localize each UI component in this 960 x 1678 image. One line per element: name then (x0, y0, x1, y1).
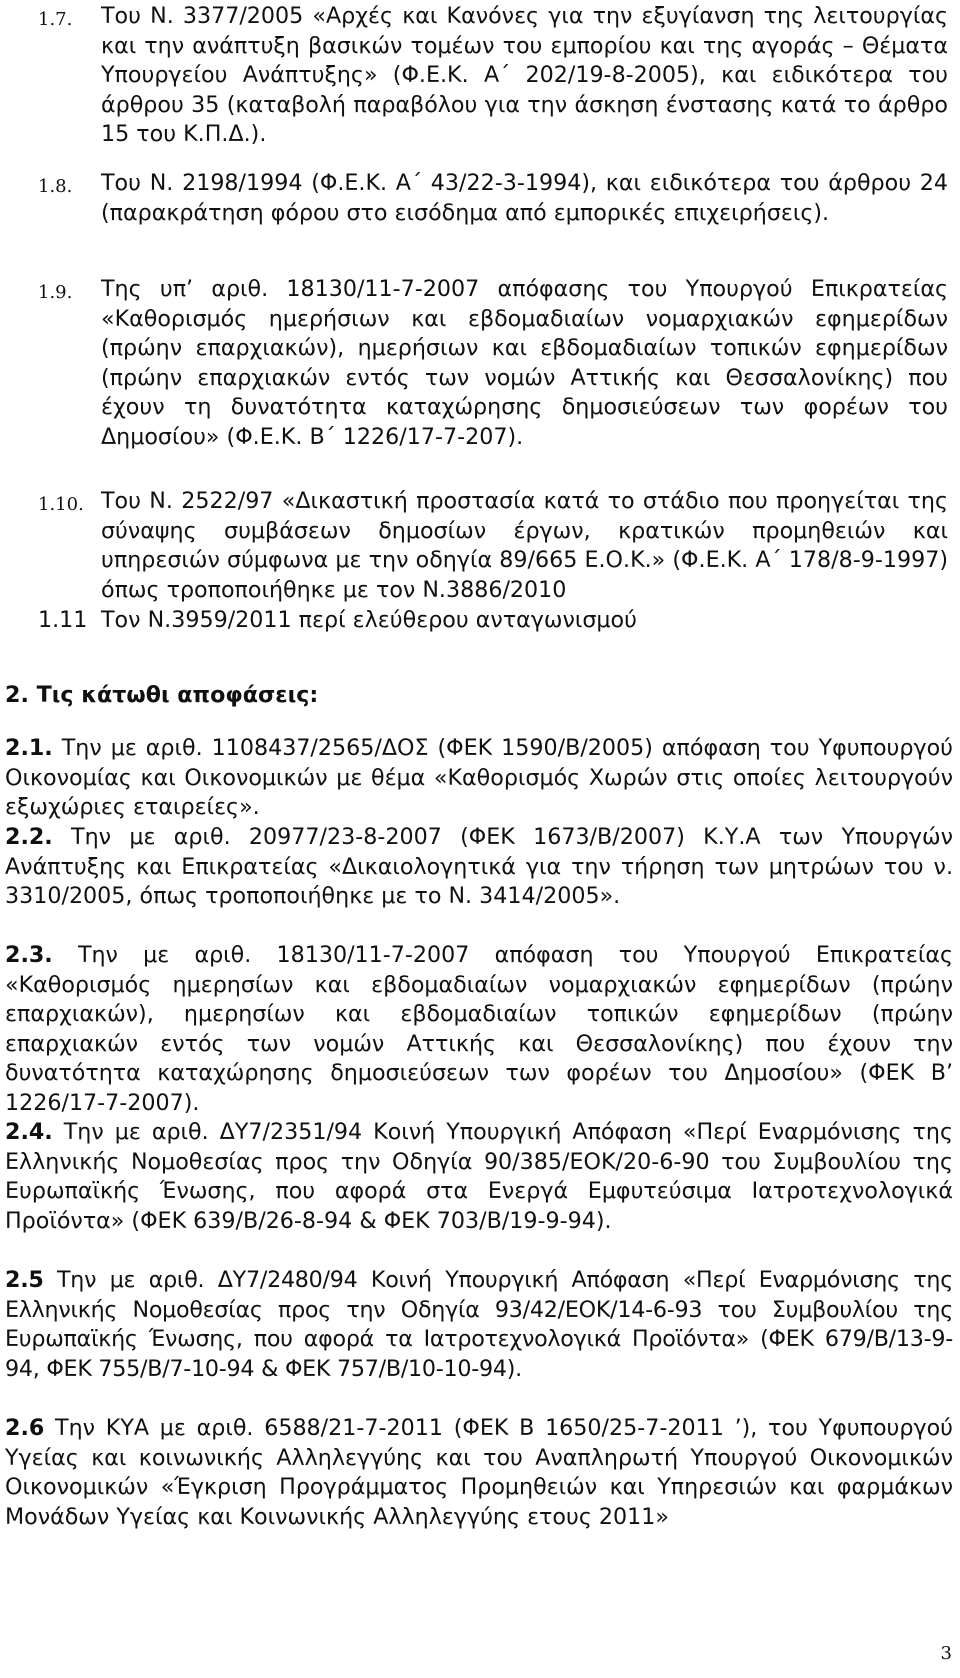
decision-text: Την με αριθ. 1108437/2565/ΔΟΣ (ΦΕΚ 1590/Β/2005) απόφαση του Υφυπουργού Οικονομίας και Οικονομικών με θέμα «Καθορισμός Χωρών στις οποίες λειτουργούν εξωχώριες εταιρείες». (5, 735, 953, 821)
decision-text: Την με αριθ. ΔΥ7/2351/94 Κοινή Υπουργική Απόφαση «Περί Εναρμόνισης της Ελληνικής Νομοθεσίας προς την Οδηγία 90/385/ΕΟΚ/20-6-90 του Συμβουλίου της Ευρωπαϊκής Ένωσης, που αφορά στα Ενεργά Εμφυτεύσιμα Ιατροτεχνολογικά Προϊόντα» (ΦΕΚ 639/Β/26-8-94 & ΦΕΚ 703/Β/19-9-94). (5, 1119, 953, 1234)
decision-text: Την ΚΥΑ με αριθ. 6588/21-7-2011 (ΦΕΚ Β 1650/25-7-2011 ’), του Υφυπουργού Υγείας και κοινωνικής Αλληλεγγύης και του Αναπληρωτή Υπουργού Οικονομικών Οικονομικών «Έγκριση Προγράμματος Προμηθειών και Υπηρεσιών και φαρμάκων Μονάδων Υγείας και Κοινωνικής Αλληλεγγύης ετους 2011» (5, 1415, 953, 1530)
list-item-text: Τον Ν.3959/2011 περί ελεύθερου ανταγωνισμού (101, 607, 637, 633)
decision-number: 2.6 (5, 1415, 45, 1441)
decision-number: 2.2. (5, 824, 53, 850)
list-item-text: Της υπ’ αριθ. 18130/11-7-2007 απόφασης του Υπουργού Επικρατείας «Καθορισμός ημερήσιων και εβδομαδιαίων νομαρχιακών εφημερίδων (πρώην επαρχιακών), ημερήσιων και εβδομαδιαίων τοπικών εφημερίδων (πρώην επαρχιακών εντός των νομών Αττικής και Θεσσαλονίκης) που έχουν τη δυνατότητα καταχώρησης δημοσιεύσεων των φορέων του Δημοσίου» (Φ.Ε.Κ. Β΄ 1226/17-7-207). (101, 276, 948, 450)
decision-number: 2.3. (5, 942, 53, 968)
list-item-number: 1.8. (38, 176, 73, 197)
decision-paragraph (5, 1266, 953, 1384)
list-item (38, 275, 948, 453)
list-item-number: 1.7. (38, 9, 73, 30)
decision-paragraph (5, 823, 953, 912)
list-item (38, 2, 948, 150)
list-item (38, 169, 948, 228)
decision-paragraph (5, 1118, 953, 1236)
decision-number: 2.1. (5, 735, 53, 761)
list-item-text: Του Ν. 2522/97 «Δικαστική προστασία κατά το στάδιο που προηγείται της σύναψης συμβάσεων δημοσίων έργων, κρατικών προμηθειών και υπηρεσιών σύμφωνα με την οδηγία 89/665 Ε.Ο.Κ.» (Φ.Ε.Κ. Α΄ 178/8-9-1997) όπως τροποποιήθηκε με τον Ν.3886/2010 (101, 488, 948, 603)
list-item-number: 1.9. (38, 282, 73, 303)
decision-paragraph (5, 1414, 953, 1532)
list-item-number: 1.10. (38, 494, 84, 515)
section-heading: 2. Τις κάτωθι αποφάσεις: (5, 682, 319, 708)
list-item (38, 606, 948, 636)
page-number: 3 (940, 1643, 952, 1664)
decision-text: Την με αριθ. 20977/23-8-2007 (ΦΕΚ 1673/Β/2007) Κ.Υ.Α των Υπουργών Ανάπτυξης και Επικρατείας «Δικαιολογητικά για την τήρηση των μητρώων του ν. 3310/2005, όπως τροποποιήθηκε με το Ν. 3414/2005». (5, 824, 953, 910)
decision-paragraph (5, 941, 953, 1119)
decision-number: 2.4. (5, 1119, 53, 1145)
decision-text: Την με αριθ. 18130/11-7-2007 απόφαση του Υπουργού Επικρατείας «Καθορισμός ημερησίων και εβδομαδιαίων νομαρχιακών εφημερίδων (πρώην επαρχιακών), ημερησίων και εβδομαδιαίων τοπικών εφημερίδων (πρώην επαρχιακών εντός των νομών Αττικής και Θεσσαλονίκης) που έχουν την δυνατότητα καταχώρησης δημοσιεύσεων των φορέων του Δημοσίου» (ΦΕΚ Β’ 1226/17-7-2007). (5, 942, 953, 1116)
list-item (38, 487, 948, 605)
decision-paragraph (5, 734, 953, 823)
list-item-number: 1.11 (38, 607, 88, 633)
decision-text: Την με αριθ. ΔΥ7/2480/94 Κοινή Υπουργική Απόφαση «Περί Εναρμόνισης της Ελληνικής Νομοθεσίας προς την Οδηγία 93/42/ΕΟΚ/14-6-93 του Συμβουλίου της Ευρωπαϊκής Ένωσης, που αφορά τα Ιατροτεχνολογικά Προϊόντα» (ΦΕΚ 679/Β/13-9-94, ΦΕΚ 755/Β/7-10-94 & ΦΕΚ 757/Β/10-10-94). (5, 1267, 953, 1382)
decision-number: 2.5 (5, 1267, 44, 1293)
list-item-text: Του Ν. 2198/1994 (Φ.Ε.Κ. Α΄ 43/22-3-1994), και ειδικότερα του άρθρου 24 (παρακράτηση φόρου στο εισόδημα από εμπορικές επιχειρήσεις). (101, 170, 948, 226)
list-item-text: Του Ν. 3377/2005 «Αρχές και Κανόνες για την εξυγίανση της λειτουργίας και την ανάπτυξη βασικών τομέων του εμπορίου και της αγοράς – Θέματα Υπουργείου Ανάπτυξης» (Φ.Ε.Κ. Α΄ 202/19-8-2005), και ειδικότερα του άρθρου 35 (καταβολή παραβόλου για την άσκηση ένστασης κατά το άρθρο 15 του Κ.Π.Δ.). (101, 3, 948, 148)
